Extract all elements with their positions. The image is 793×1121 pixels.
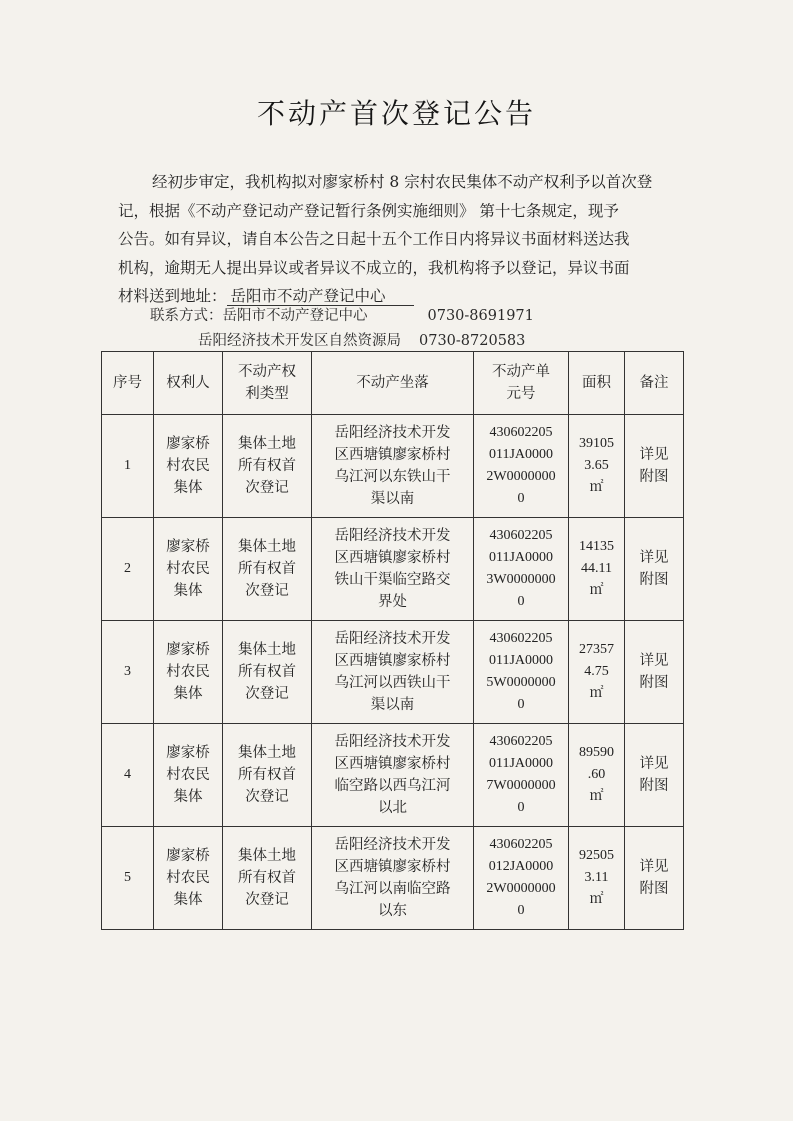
contact-label: 联系方式： [150,308,223,324]
table-row [102,621,684,724]
contact-phone: 0730-8720583 [419,333,526,349]
cell-line: 附图 [639,572,669,588]
cell-line: 集体土地 [238,436,296,452]
cell-line: 岳阳经济技术开发 [334,734,451,750]
cell-line: 渠以南 [370,491,415,507]
header-unit: 不动产单 元号 [474,352,569,415]
cell-line: 区西塘镇廖家桥村 [334,653,451,669]
header-remark: 备注 [625,352,684,415]
cell-line: 渠以南 [370,697,415,713]
cell-location [312,724,474,827]
cell-line: 次登记 [245,789,289,805]
body-line: 记，根据《不动产登记动产登记暂行条例实施细则》 第十七条规定，现予 [118,201,619,220]
cell-line: 岳阳经济技术开发 [334,631,451,647]
cell-line: 区西塘镇廖家桥村 [334,447,451,463]
cell-line: 次登记 [245,480,289,496]
cell-unit [474,724,569,827]
cell-line: 详见 [639,859,669,875]
cell-area [569,621,625,724]
table-row [102,518,684,621]
cell-line: 铁山干渠临空路交 [334,572,451,588]
contact-org: 岳阳市不动产登记中心 [222,308,368,324]
header-type: 不动产权 利类型 [223,352,312,415]
cell-line: 所有权首 [238,870,296,886]
cell-line: 岳阳经济技术开发 [334,425,451,441]
cell-line: 集体 [173,686,203,702]
header-owner: 权利人 [154,352,223,415]
cell-line: 集体土地 [238,642,296,658]
cell-area [569,415,625,518]
cell-line: 村农民 [166,767,210,783]
cell-line: 3.11 [584,870,609,885]
cell-line: ㎡ [589,480,604,495]
cell-line: 0 [517,903,525,918]
cell-line: ㎡ [589,686,604,701]
cell-line: ㎡ [589,892,604,907]
notice-body [118,168,686,311]
cell-line: 27357 [579,642,614,657]
cell-type [223,827,312,930]
cell-remark [625,621,684,724]
cell-line: 3.65 [584,458,609,473]
cell-line: 集体 [173,892,203,908]
cell-line: 所有权首 [238,561,296,577]
cell-line: 附图 [639,675,669,691]
cell-line: 附图 [639,469,669,485]
cell-line: 详见 [639,550,669,566]
cell-line: 430602205 [489,734,553,749]
table-row [102,724,684,827]
cell-line: ㎡ [589,789,604,804]
cell-line: 44.11 [581,561,612,576]
contact-line-1 [150,304,534,325]
cell-line: 430602205 [489,528,553,543]
cell-line: 011JA0000 [488,653,554,668]
cell-line: 次登记 [245,583,289,599]
cell-owner [154,724,223,827]
cell-area [569,827,625,930]
cell-line: 2W0000000 [486,881,556,896]
cell-line: 集体土地 [238,745,296,761]
cell-owner [154,415,223,518]
cell-line: 92505 [579,848,614,863]
contact-phone: 0730-8691971 [427,308,534,324]
cell-line: 所有权首 [238,458,296,474]
cell-line: 集体 [173,480,203,496]
cell-remark [625,415,684,518]
cell-line: 2W0000000 [486,469,556,484]
cell-line: 廖家桥 [166,848,210,864]
cell-line: 详见 [639,756,669,772]
cell-line: 89590 [579,745,614,760]
page-title: 不动产首次登记公告 [256,97,536,130]
body-line: 公告。如有异议，请自本公告之日起十五个工作日内将异议书面材料送达我 [118,230,630,248]
address-value: 岳阳市不动产登记中心 [227,287,414,306]
cell-remark [625,518,684,621]
cell-no: 4 [102,724,154,827]
cell-owner [154,827,223,930]
cell-line: 临空路以西乌江河 [334,778,451,794]
cell-line: 011JA0000 [488,756,554,771]
cell-location [312,415,474,518]
address-prefix: 材料送到地址： [118,287,227,305]
cell-line: 详见 [639,447,669,463]
cell-line: 012JA0000 [488,859,554,874]
cell-area [569,724,625,827]
cell-line: 乌江河以西铁山干 [334,675,451,691]
cell-line: 乌江河以东铁山干 [334,469,451,485]
cell-line: 区西塘镇廖家桥村 [334,550,451,566]
registration-table [101,351,684,930]
cell-line: 村农民 [166,561,210,577]
cell-line: 区西塘镇廖家桥村 [334,859,451,875]
cell-remark [625,724,684,827]
cell-unit [474,415,569,518]
cell-line: 011JA0000 [488,550,554,565]
cell-line: 集体土地 [238,848,296,864]
cell-line: 所有权首 [238,664,296,680]
cell-line: 0 [517,594,525,609]
cell-owner [154,621,223,724]
cell-line: 集体土地 [238,539,296,555]
cell-unit [474,621,569,724]
cell-line: 4.75 [584,664,609,679]
cell-line: 岳阳经济技术开发 [334,528,451,544]
cell-remark [625,827,684,930]
cell-line: 集体 [173,583,203,599]
cell-line: 0 [517,697,525,712]
cell-line: 以北 [378,800,407,816]
body-line: 机构，逾期无人提出异议或者异议不成立的，我机构将予以登记，异议书面 [118,258,630,277]
cell-line: 7W0000000 [486,778,556,793]
cell-type [223,518,312,621]
cell-location [312,621,474,724]
table-body [102,415,684,930]
header-location: 不动产坐落 [312,352,474,415]
cell-line: 廖家桥 [166,642,210,658]
cell-line: 14135 [579,539,614,554]
cell-line: 廖家桥 [166,745,210,761]
body-line: 经初步审定，我机构拟对廖家桥村 8 宗村农民集体不动产权利予以首次登 [152,173,653,191]
cell-line: 以东 [378,903,407,919]
contact-org: 岳阳经济技术开发区自然资源局 [198,333,401,349]
header-no: 序号 [102,352,154,415]
cell-line: 3W0000000 [486,572,556,587]
cell-line: 次登记 [245,892,289,908]
cell-type [223,724,312,827]
cell-line: 011JA0000 [488,447,554,462]
cell-line: 次登记 [245,686,289,702]
cell-line: 附图 [639,778,669,794]
cell-owner [154,518,223,621]
cell-line: 430602205 [489,631,553,646]
contact-line-2 [198,329,525,350]
header-area: 面积 [569,352,625,415]
cell-type [223,415,312,518]
cell-line: 岳阳经济技术开发 [334,837,451,853]
cell-line: 附图 [639,881,669,897]
cell-no: 1 [102,415,154,518]
cell-location [312,518,474,621]
cell-line: 0 [517,800,525,815]
table-row [102,827,684,930]
cell-line: 区西塘镇廖家桥村 [334,756,451,772]
cell-line: 5W0000000 [486,675,556,690]
cell-line: .60 [587,767,606,782]
cell-no: 3 [102,621,154,724]
cell-unit [474,518,569,621]
cell-line: 界处 [378,594,407,610]
cell-line: 所有权首 [238,767,296,783]
table-header-row [102,352,684,415]
table-row [102,415,684,518]
cell-type [223,621,312,724]
cell-line: 廖家桥 [166,539,210,555]
cell-line: 村农民 [166,870,210,886]
cell-line: ㎡ [589,583,604,598]
cell-line: 村农民 [166,664,210,680]
cell-line: 0 [517,491,525,506]
cell-area [569,518,625,621]
cell-line: 430602205 [489,425,553,440]
cell-location [312,827,474,930]
cell-line: 村农民 [166,458,210,474]
cell-line: 430602205 [489,837,553,852]
cell-line: 详见 [639,653,669,669]
cell-line: 乌江河以南临空路 [334,881,451,897]
cell-line: 集体 [173,789,203,805]
cell-line: 廖家桥 [166,436,210,452]
cell-unit [474,827,569,930]
cell-no: 5 [102,827,154,930]
cell-line: 39105 [579,436,614,451]
cell-no: 2 [102,518,154,621]
